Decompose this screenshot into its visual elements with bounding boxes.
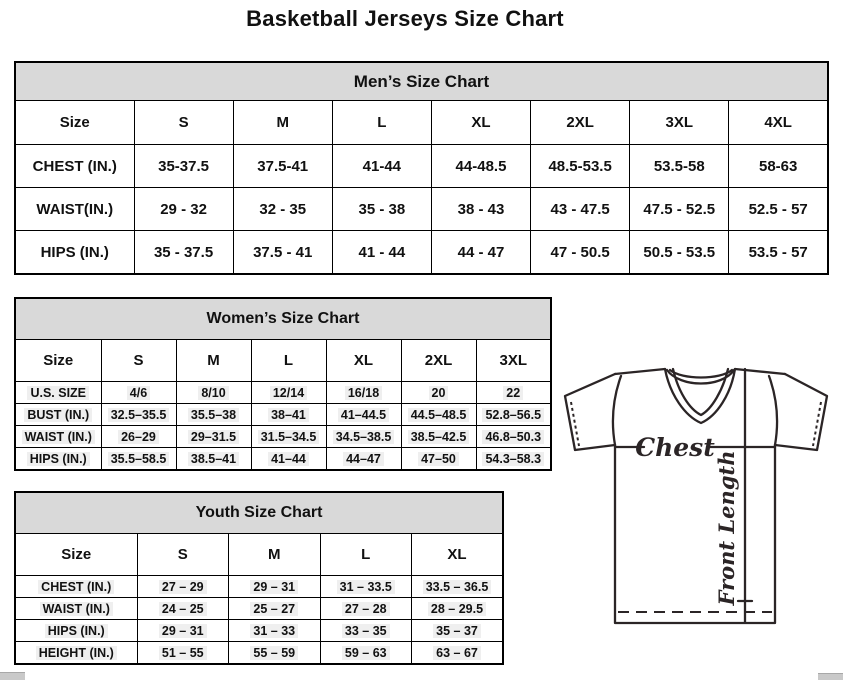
- size-cell: 12/14: [251, 382, 326, 404]
- size-cell: 28 – 29.5: [412, 598, 504, 620]
- size-cell: 55 – 59: [229, 642, 321, 665]
- size-cell: 53.5 - 57: [729, 231, 828, 275]
- size-cell: 16/18: [326, 382, 401, 404]
- size-cell: 32.5–35.5: [101, 404, 176, 426]
- column-header: S: [101, 340, 176, 382]
- column-header: L: [332, 101, 431, 145]
- table-title: Youth Size Chart: [15, 492, 503, 534]
- column-header: Size: [15, 534, 137, 576]
- column-header: XL: [326, 340, 401, 382]
- row-label: BUST (IN.): [15, 404, 101, 426]
- size-cell: 53.5-58: [630, 145, 729, 188]
- row-label: CHEST (IN.): [15, 145, 134, 188]
- size-cell: 27 – 28: [320, 598, 412, 620]
- size-cell: 44-48.5: [431, 145, 530, 188]
- size-cell: 31 – 33: [229, 620, 321, 642]
- size-cell: 35 - 37.5: [134, 231, 233, 275]
- size-cell: 38 - 43: [431, 188, 530, 231]
- size-cell: 47 - 50.5: [531, 231, 630, 275]
- size-cell: 43 - 47.5: [531, 188, 630, 231]
- column-header: L: [320, 534, 412, 576]
- womens-size-chart: [14, 297, 552, 471]
- size-cell: 25 – 27: [229, 598, 321, 620]
- column-header: M: [229, 534, 321, 576]
- row-label: WAIST(IN.): [15, 188, 134, 231]
- size-cell: 24 – 25: [137, 598, 229, 620]
- size-cell: 41 - 44: [332, 231, 431, 275]
- women-table: [14, 297, 552, 471]
- size-cell: 27 – 29: [137, 576, 229, 598]
- column-header: 2XL: [531, 101, 630, 145]
- size-cell: 35.5–58.5: [101, 448, 176, 471]
- table-row: [15, 426, 551, 448]
- column-header: L: [251, 340, 326, 382]
- row-label: HIPS (IN.): [15, 620, 137, 642]
- size-cell: 38.5–41: [176, 448, 251, 471]
- size-cell: 52.5 - 57: [729, 188, 828, 231]
- jersey-measurement-diagram: [560, 360, 832, 636]
- table-row: [15, 620, 503, 642]
- size-cell: 41-44: [332, 145, 431, 188]
- column-header: Size: [15, 340, 101, 382]
- size-cell: 35.5–38: [176, 404, 251, 426]
- table-title: Men’s Size Chart: [15, 62, 828, 101]
- row-label: HEIGHT (IN.): [15, 642, 137, 665]
- size-cell: 47–50: [401, 448, 476, 471]
- size-cell: 33.5 – 36.5: [412, 576, 504, 598]
- table-row: [15, 145, 828, 188]
- column-header: M: [233, 101, 332, 145]
- row-label: CHEST (IN.): [15, 576, 137, 598]
- size-cell: 29–31.5: [176, 426, 251, 448]
- size-cell: 33 – 35: [320, 620, 412, 642]
- row-label: WAIST (IN.): [15, 598, 137, 620]
- column-header: S: [134, 101, 233, 145]
- size-cell: 38.5–42.5: [401, 426, 476, 448]
- size-cell: 47.5 - 52.5: [630, 188, 729, 231]
- size-cell: 31 – 33.5: [320, 576, 412, 598]
- column-header: M: [176, 340, 251, 382]
- size-cell: 54.3–58.3: [476, 448, 551, 471]
- size-cell: 35 – 37: [412, 620, 504, 642]
- table-row: [15, 382, 551, 404]
- size-cell: 31.5–34.5: [251, 426, 326, 448]
- men-table: [14, 61, 829, 275]
- size-cell: 41–44: [251, 448, 326, 471]
- size-cell: 44 - 47: [431, 231, 530, 275]
- size-cell: 38–41: [251, 404, 326, 426]
- size-cell: 46.8–50.3: [476, 426, 551, 448]
- size-cell: 20: [401, 382, 476, 404]
- youth-table: [14, 491, 504, 665]
- size-cell: 35 - 38: [332, 188, 431, 231]
- table-row: [15, 188, 828, 231]
- size-cell: 34.5–38.5: [326, 426, 401, 448]
- size-cell: 29 – 31: [137, 620, 229, 642]
- chest-label: Chest: [635, 433, 715, 462]
- size-cell: 22: [476, 382, 551, 404]
- column-header: 3XL: [630, 101, 729, 145]
- size-cell: 29 - 32: [134, 188, 233, 231]
- column-header: 3XL: [476, 340, 551, 382]
- front-length-label: Front Length: [714, 450, 739, 606]
- size-cell: 48.5-53.5: [531, 145, 630, 188]
- size-cell: 37.5-41: [233, 145, 332, 188]
- column-header: 2XL: [401, 340, 476, 382]
- table-row: [15, 576, 503, 598]
- size-cell: 63 – 67: [412, 642, 504, 665]
- row-label: WAIST (IN.): [15, 426, 101, 448]
- row-label: HIPS (IN.): [15, 448, 101, 471]
- column-header: 4XL: [729, 101, 828, 145]
- size-cell: 35-37.5: [134, 145, 233, 188]
- table-row: [15, 448, 551, 471]
- size-cell: 29 – 31: [229, 576, 321, 598]
- size-cell: 59 – 63: [320, 642, 412, 665]
- page-title: Basketball Jerseys Size Chart: [246, 6, 564, 31]
- youth-size-chart: [14, 491, 504, 665]
- column-header: XL: [431, 101, 530, 145]
- row-label: U.S. SIZE: [15, 382, 101, 404]
- column-header: S: [137, 534, 229, 576]
- size-cell: 44–47: [326, 448, 401, 471]
- row-label: HIPS (IN.): [15, 231, 134, 275]
- size-cell: 50.5 - 53.5: [630, 231, 729, 275]
- size-cell: 8/10: [176, 382, 251, 404]
- table-row: [15, 642, 503, 665]
- size-cell: 52.8–56.5: [476, 404, 551, 426]
- size-cell: 4/6: [101, 382, 176, 404]
- table-row: [15, 231, 828, 275]
- column-header: XL: [412, 534, 504, 576]
- size-cell: 58-63: [729, 145, 828, 188]
- size-cell: 41–44.5: [326, 404, 401, 426]
- size-cell: 26–29: [101, 426, 176, 448]
- column-header: Size: [15, 101, 134, 145]
- size-cell: 44.5–48.5: [401, 404, 476, 426]
- table-row: [15, 598, 503, 620]
- mens-size-chart: [14, 61, 829, 275]
- table-title: Women’s Size Chart: [15, 298, 551, 340]
- table-row: [15, 404, 551, 426]
- jersey-outline: [565, 369, 827, 623]
- size-cell: 37.5 - 41: [233, 231, 332, 275]
- size-cell: 32 - 35: [233, 188, 332, 231]
- size-cell: 51 – 55: [137, 642, 229, 665]
